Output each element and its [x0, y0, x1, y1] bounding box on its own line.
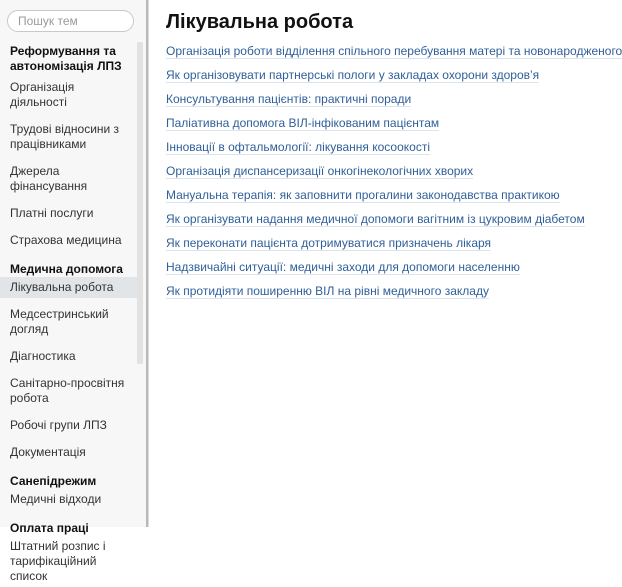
sidebar-nav — [0, 44, 137, 587]
sidebar-item-documentation[interactable]: Документація — [10, 445, 86, 459]
article-link[interactable]: Паліативна допомога ВІЛ-інфікованим пацієнтам — [166, 116, 440, 130]
search-input[interactable] — [7, 10, 134, 32]
nav-group-title: Реформування та автономізація ЛПЗ — [10, 44, 122, 73]
sidebar — [0, 0, 148, 583]
article-link[interactable]: Організація роботи відділення спільного перебування матері та новонародженого — [166, 44, 622, 58]
article-link[interactable]: Як переконати пацієнта дотримуватися призначень лікаря — [166, 236, 492, 250]
sidebar-item-staff-schedule[interactable]: Штатний розпис і тарифікаційний список — [10, 539, 106, 583]
sidebar-item-organization[interactable]: Організація діяльності — [10, 80, 75, 109]
sidebar-item-paid-services[interactable]: Платні послуги — [10, 206, 94, 220]
sidebar-scrollbar[interactable] — [137, 42, 143, 364]
article-link[interactable]: Організація диспансеризації онкогінекологічних хворих — [166, 164, 474, 178]
sidebar-item-medical-waste[interactable]: Медичні відходи — [10, 492, 102, 506]
sidebar-item-insurance-medicine[interactable]: Страхова медицина — [10, 233, 122, 247]
nav-group-sanitary-regime — [0, 474, 137, 510]
sidebar-item-treatment[interactable]: Лікувальна робота — [0, 277, 137, 298]
nav-group-title: Оплата праці — [10, 521, 89, 535]
article-link[interactable]: Консультування пацієнтів: практичні поради — [166, 92, 412, 106]
article-link[interactable]: Як організовувати партнерські пологи у закладах охорони здоров’я — [166, 68, 540, 82]
sidebar-item-nursing-care[interactable]: Медсестринський догляд — [10, 307, 109, 336]
article-link[interactable]: Інновації в офтальмології: лікування косоокості — [166, 140, 430, 154]
page-title: Лікувальна робота — [166, 11, 354, 33]
sidebar-item-funding-sources[interactable]: Джерела фінансування — [10, 164, 88, 193]
nav-group-payroll — [0, 521, 137, 587]
nav-group-medical-care — [0, 262, 137, 463]
sidebar-item-working-groups[interactable]: Робочі групи ЛПЗ — [10, 418, 107, 432]
sidebar-item-labor-relations[interactable]: Трудові відносини з працівниками — [10, 122, 120, 151]
article-link[interactable]: Як організувати надання медичної допомоги вагітним із цукровим діабетом — [166, 212, 585, 226]
sidebar-item-health-education[interactable]: Санітарно-просвітня робота — [10, 376, 125, 405]
article-link[interactable]: Мануальна терапія: як заповнити прогалини законодавства практикою — [166, 188, 560, 202]
nav-group-reform — [0, 44, 137, 251]
sidebar-item-diagnostics[interactable]: Діагностика — [10, 349, 76, 363]
nav-group-title: Санепідрежим — [10, 474, 97, 488]
article-link[interactable]: Надзвичайні ситуації: медичні заходи для допомоги населенню — [166, 260, 520, 274]
article-list — [166, 42, 622, 306]
article-link[interactable]: Як протидіяти поширенню ВІЛ на рівні медичного закладу — [166, 284, 489, 298]
nav-group-title: Медична допомога — [10, 262, 123, 276]
